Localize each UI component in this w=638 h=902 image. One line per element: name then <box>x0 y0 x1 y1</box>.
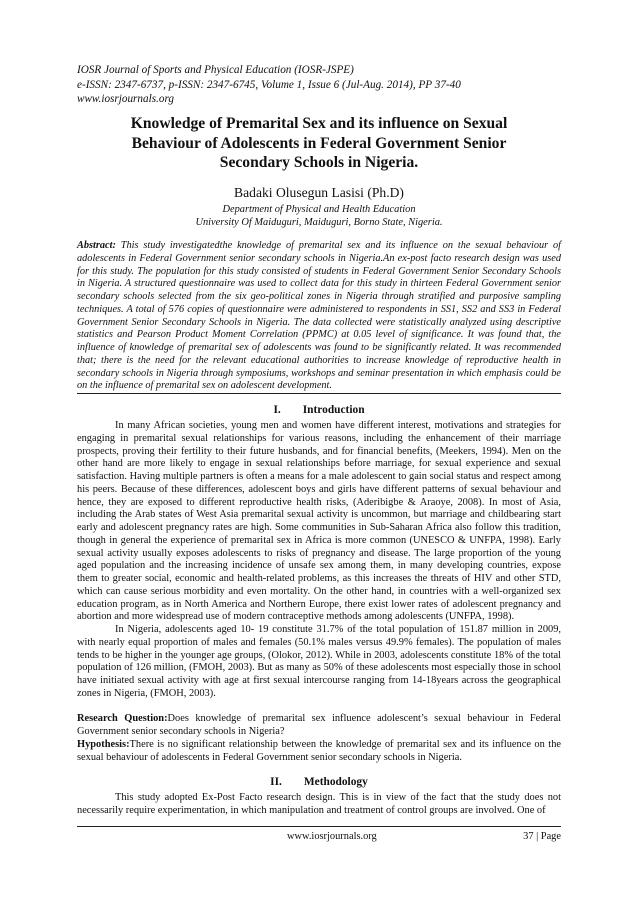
footer-divider <box>77 826 561 827</box>
page-number: 37 | Page <box>523 831 561 842</box>
abstract-text: This study investigatedthe knowledge of premarital sex and its influence on the sexual behaviour of adolescents in Federal Government senior secondary schools in Nigeria.An ex-post facto research design was used for this study. The population for this study consisted of students in Federal Government Senior Secondary Schools in Nigeria. A structured questionnaire was used to collect data for this study in thirteen Federal Government senior secondary schools selected from the six geo-political zones in Nigeria through stratified and purposive sampling techniques. A total of 576 copies of questionnaire were administered to respondents in SS1, SS2 and SS3 in Federal Government Senior Secondary Schools in Nigeria. The data collected were statistically analyzed using descriptive statistics and Pearson Product Moment Correlation (PPMC) at 0.05 level of significance. It was found that, the influence of knowledge of premarital sex of adolescents was found to be significantly related. It was recommended that; there is the need for the relevant educational authorities to increase knowledge of reproductive health in secondary schools in Nigeria through symposiums, workshops and seminar presentation in which emphasis could be on the influence of premarital sex on adolescent development. <box>77 240 562 392</box>
section-title: Methodology <box>303 776 368 788</box>
methodology-body <box>77 792 561 818</box>
method-paragraph-1: This study adopted Ex-Post Facto research design. This is in view of the fact that the study does not necessarily require experimentation, in which manipulation and treatment of control groups are involved. One of <box>77 792 561 816</box>
footer-url: www.iosrjournals.org <box>287 831 377 842</box>
section-title: Introduction <box>302 404 365 416</box>
page-footer <box>77 831 561 845</box>
intro-paragraph-2: In Nigeria, adolescents aged 10- 19 constitute 31.7% of the total population of 151.87 million in 2009, with nearly equal proportion of males and females (50.1% males versus 49.9% females). The population of males tends to be higher in the younger age groups, (Olokor, 2012). While in 2003, adolescents constitute 18% of the total population of 126 million, (FMOH, 2003). But as many as 50% of these adolescents most especially those in school have initiated sexual activity with age at first sexual intercourse ranging from 14-18years across the geographical zones in Nigeria, (FMOH, 2003). <box>77 624 561 699</box>
hypothesis <box>77 739 561 765</box>
introduction-body <box>77 420 561 701</box>
abstract <box>77 240 561 393</box>
paper-title: Knowledge of Premarital Sex and its influence on Sexual Behaviour of Adolescents in Federal Government Senior Secondary Schools in Nigeria. <box>130 115 508 172</box>
abstract-divider <box>77 393 561 394</box>
section-number: I. <box>273 404 281 416</box>
hypothesis-text: There is no significant relationship between the knowledge of premarital sex and its influence on the sexual behaviour of adolescents in Federal Government senior secondary schools in Nigeria. <box>77 739 561 763</box>
intro-paragraph-1: In many African societies, young men and women have different interest, motivations and strategies for engaging in premarital sexual relationships for various reasons, including the enhancement of their marriage prospects, proving their fertility to their future husbands, and for financial benefits, (Meekers, 1994). Men on the other hand are more likely to engage in sexual relationships before marriage, for sexual experience and sexual satisfaction. Having multiple partners is often a means for a male adolescent to gain social status and respect among his peers. Because of these differences, adolescent boys and girls have different patterns of sexual behaviour and hence, they are exposed to different reproductive health risks, (Aderibigbe & Araoye, 2008). In most of Asia, including the Arab states of West Asia premarital sexual activity is uncommon, but marriage and childbearing start early and adolescent pregnancy rates are high. Some communities in Sub-Saharan Africa also follow this tradition, though in general the experience of premarital sex in Africa is more common (UNESCO & UNFPA, 1998). Early sexual activity usually exposes adolescents to risks of pregnancy and disease. The large proportion of the young aged population and the increasing incidence of unsafe sex among them, in many developing countries, expose them to greater social, economic and health-related problems, as this increases the threats of HIV and other STD, which can cause serious morbidity and even mortality. On the other hand, in countries with a well-organized sex education program, as in North America and Northern Europe, there exist lower rates of adolescent pregnancy and abortion and more widespread use of modern contraceptive methods among adolescents (UNFPA, 1998). <box>77 420 561 623</box>
journal-name: IOSR Journal of Sports and Physical Education (IOSR-JSPE) <box>77 64 354 76</box>
section-heading-methodology <box>77 775 561 789</box>
research-question-text: Does knowledge of premarital sex influence adolescent’s sexual behaviour in Federal Government senior secondary schools in Nigeria? <box>77 713 562 737</box>
research-question <box>77 713 561 739</box>
affiliation-univ: University Of Maiduguri, Maiduguri, Borno State, Nigeria. <box>195 217 443 229</box>
research-question-label: Research Question: <box>77 713 168 724</box>
section-heading-introduction <box>77 403 561 417</box>
journal-url: www.iosrjournals.org <box>77 93 174 105</box>
hypothesis-label: Hypothesis: <box>77 739 130 750</box>
author-name: Badaki Olusegun Lasisi (Ph.D) <box>234 185 404 200</box>
journal-header <box>77 63 577 107</box>
affiliation-dept: Department of Physical and Health Education <box>222 204 416 215</box>
author-affiliation <box>95 203 543 229</box>
section-number: II. <box>270 776 282 788</box>
journal-issn: e-ISSN: 2347-6737, p-ISSN: 2347-6745, Volume 1, Issue 6 (Jul-Aug. 2014), PP 37-40 <box>77 78 461 91</box>
abstract-label: Abstract: <box>77 240 116 251</box>
